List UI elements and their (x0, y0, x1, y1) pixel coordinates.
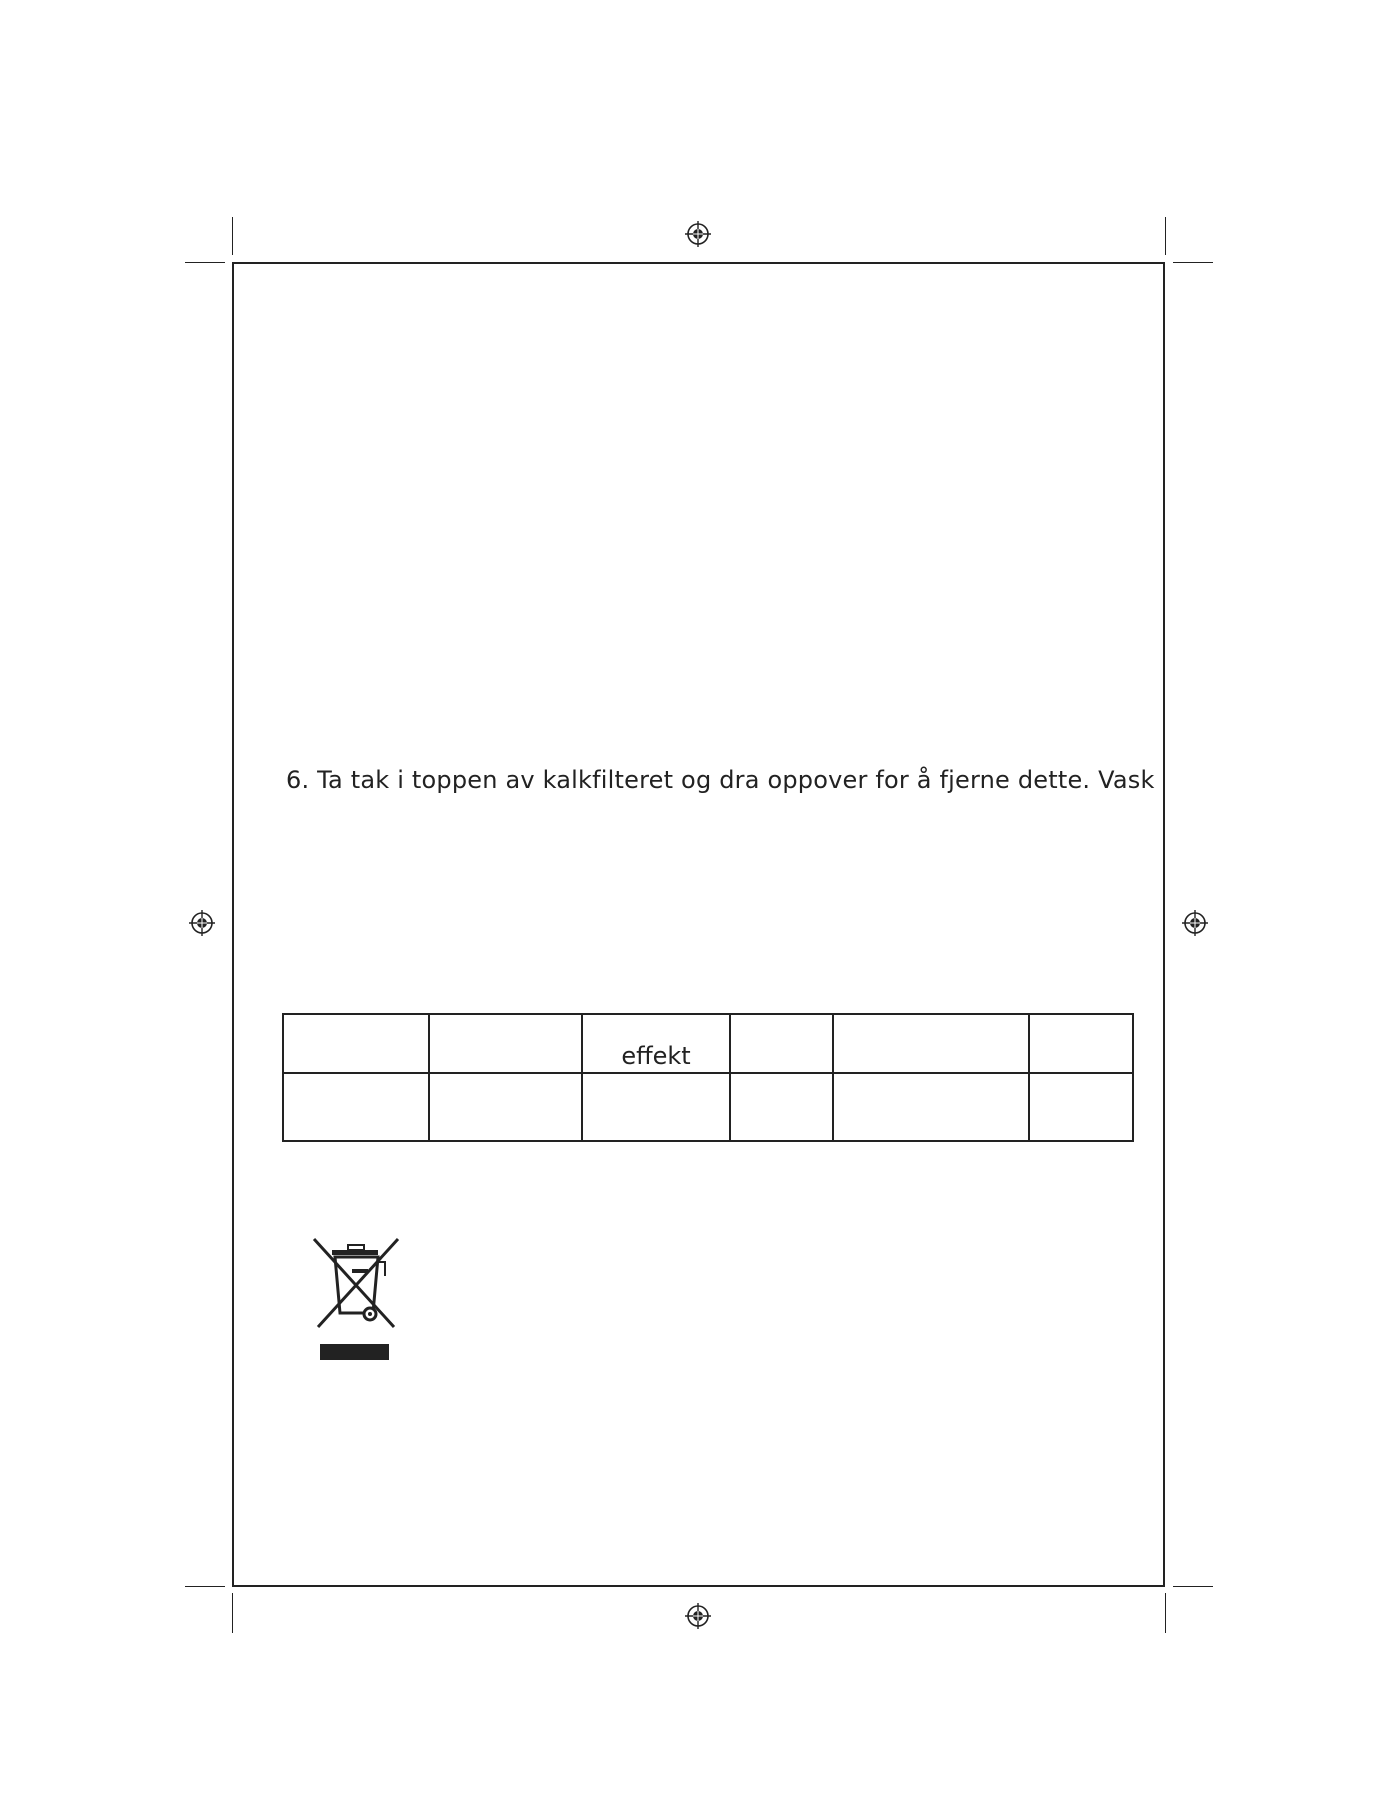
registration-mark-right (1181, 909, 1209, 937)
crop-mark-top-left-vertical (232, 217, 233, 255)
crop-mark-top-right-vertical (1165, 217, 1166, 255)
spec-table-header-cell-effekt: effekt (582, 1014, 730, 1073)
spec-table-cell (833, 1073, 1029, 1141)
spec-table-header-cell (833, 1014, 1029, 1073)
spec-table-cell (730, 1073, 833, 1141)
spec-table-data-row (283, 1073, 1133, 1141)
crop-mark-bottom-right-vertical (1165, 1593, 1166, 1633)
crop-mark-bottom-left-horizontal (185, 1586, 225, 1587)
cleaning-step-6-text: 6. Ta tak i toppen av kalkfilteret og dra oppover for å fjerne dette. Vask (286, 766, 1155, 794)
spec-table-cell (582, 1073, 730, 1141)
registration-mark-bottom (684, 1602, 712, 1630)
spec-table (282, 1013, 1134, 1142)
crop-mark-bottom-right-horizontal (1173, 1586, 1213, 1587)
crop-mark-bottom-left-vertical (232, 1593, 233, 1633)
spec-table-header-cell (730, 1014, 833, 1073)
spec-table-cell (1029, 1073, 1133, 1141)
spec-table-header-cell (1029, 1014, 1133, 1073)
crop-mark-top-left-horizontal (185, 262, 225, 263)
spec-table-header-cell (429, 1014, 582, 1073)
registration-mark-left (188, 909, 216, 937)
spec-table-cell (283, 1073, 429, 1141)
registration-mark-top (684, 220, 712, 248)
crossed-out-wheelie-bin-icon (310, 1236, 404, 1362)
spec-table-header-cell (283, 1014, 429, 1073)
page-frame (232, 262, 1165, 1587)
spec-table-header-row (283, 1014, 1133, 1073)
spec-table-cell (429, 1073, 582, 1141)
crop-mark-top-right-horizontal (1173, 262, 1213, 263)
